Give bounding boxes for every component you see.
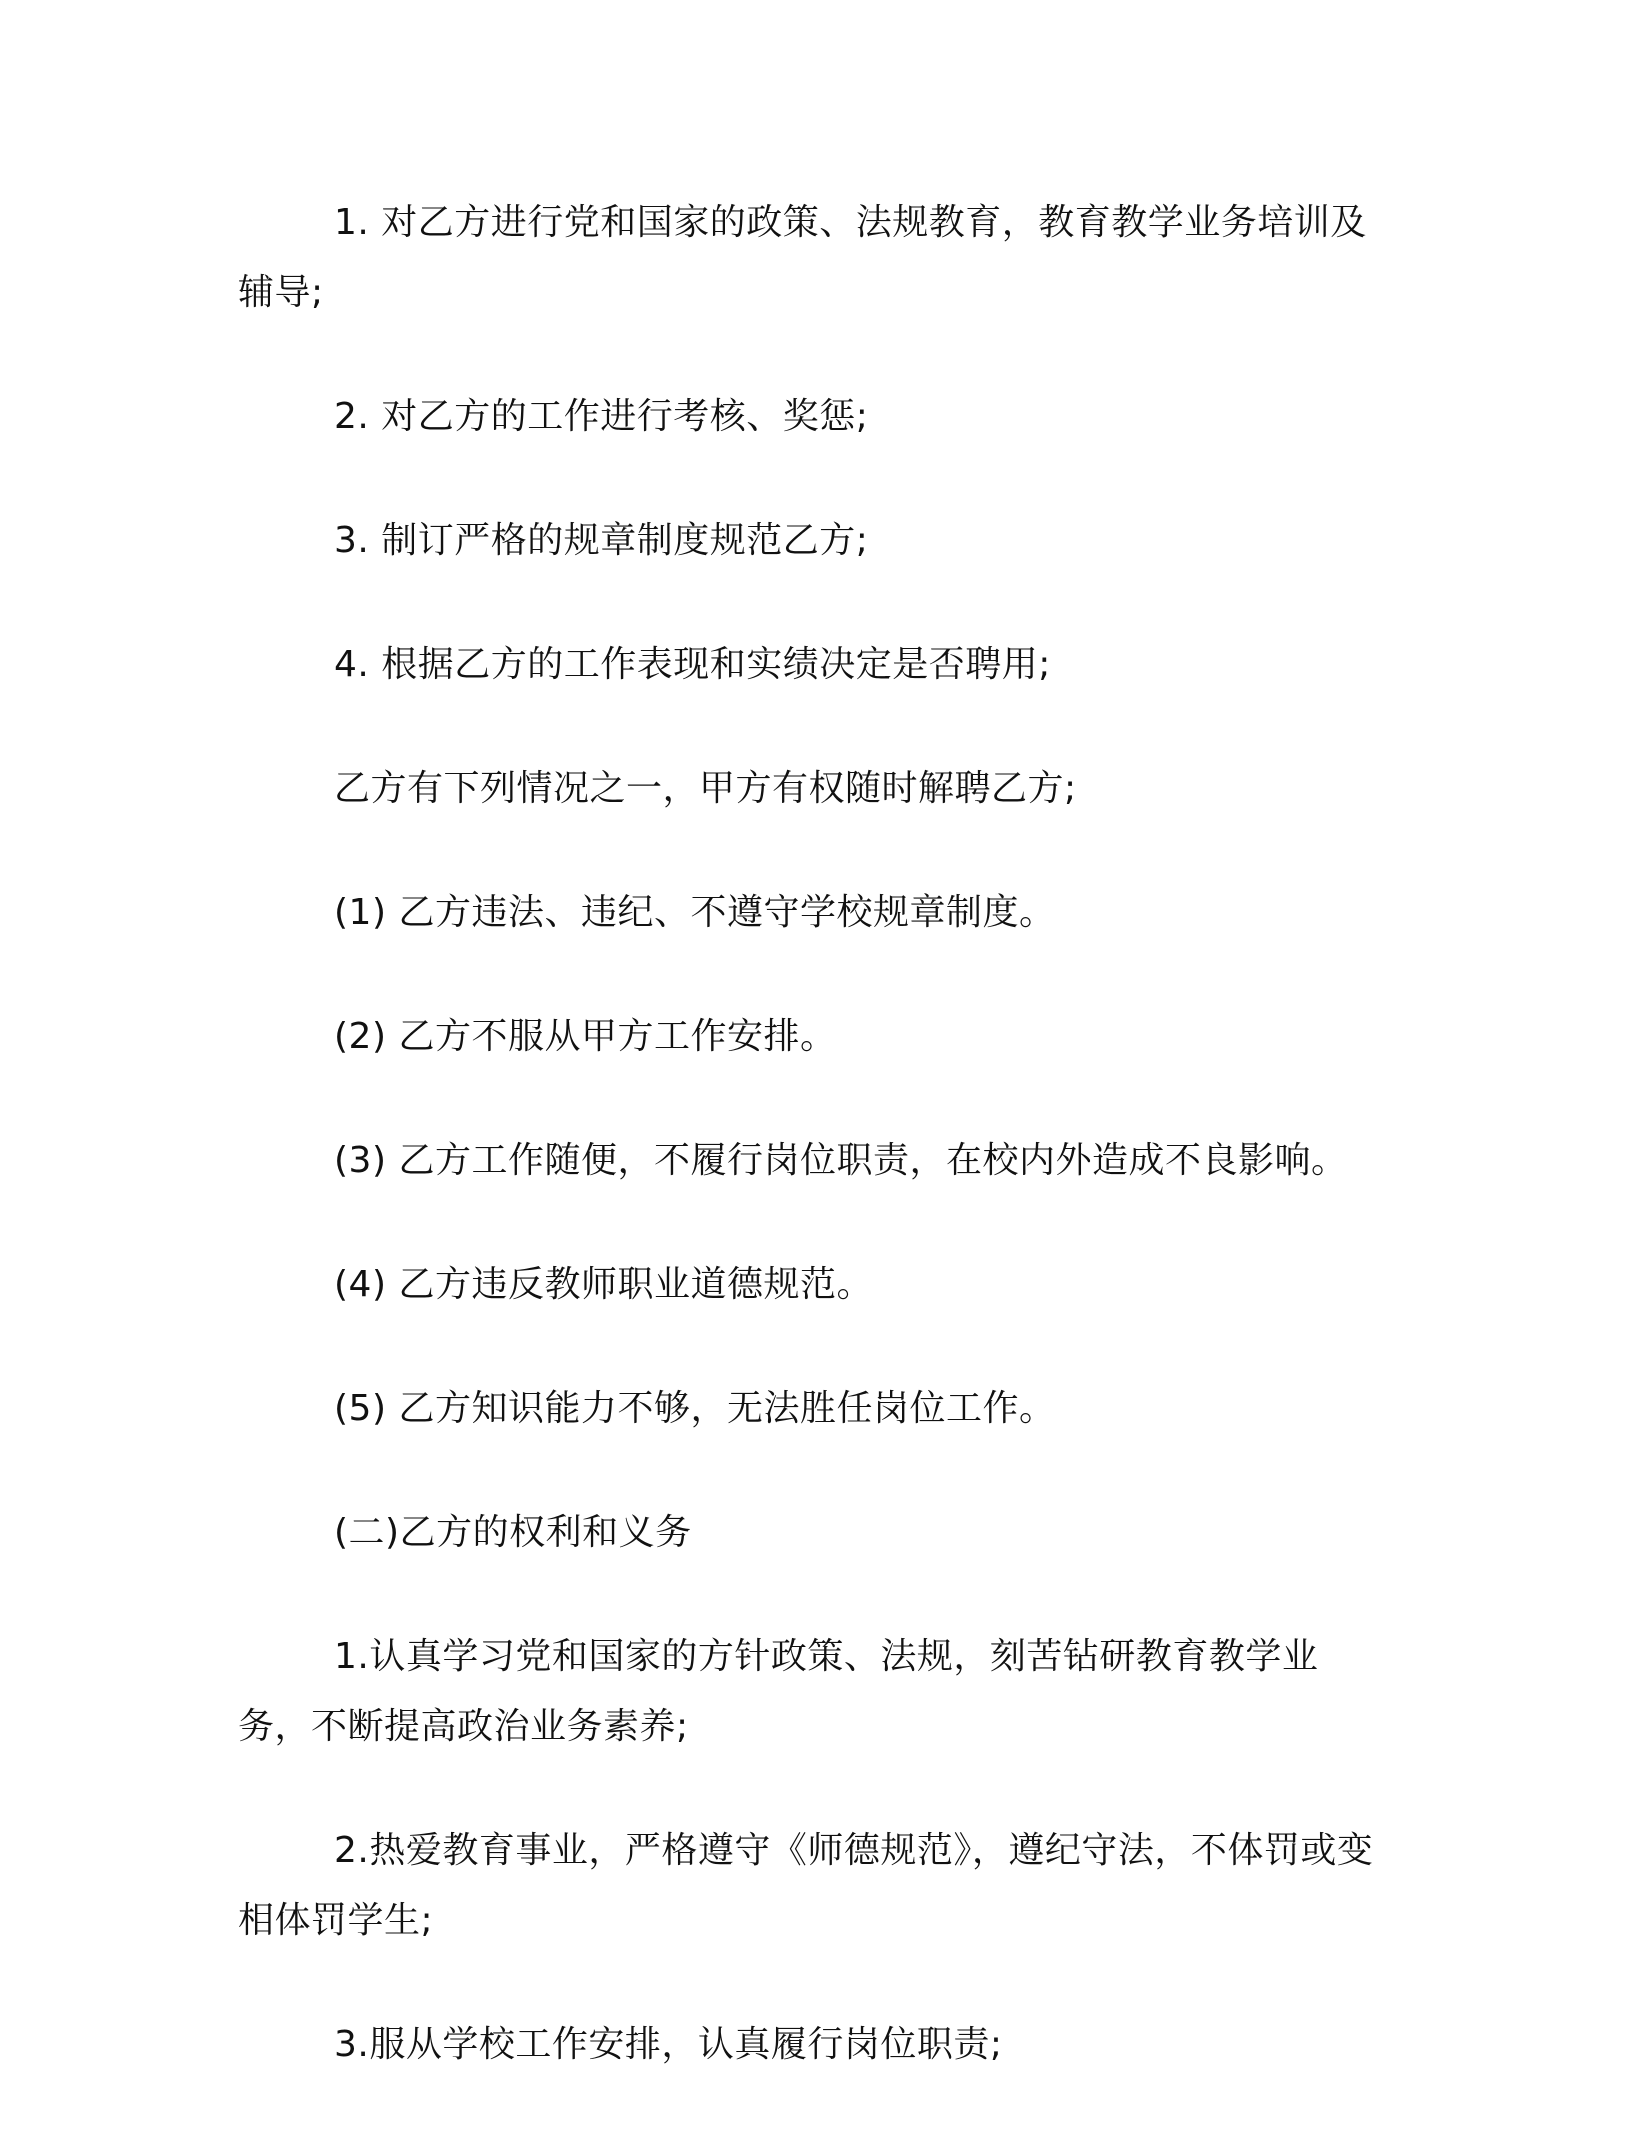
- paragraph-dismissal-1: (1) 乙方违法、违纪、不遵守学校规章制度。: [334, 892, 1056, 933]
- paragraph-dismissal-2: (2) 乙方不服从甲方工作安排。: [334, 1016, 837, 1057]
- section-heading-rights: (二)乙方的权利和义务: [334, 1512, 692, 1553]
- document-body: [238, 188, 1388, 2134]
- paragraph-dismissal-3: (3) 乙方工作随便，不履行岗位职责，在校内外造成不良影响。: [334, 1140, 1348, 1181]
- paragraph-rights-2: 2.热爱教育事业，严格遵守《师德规范》，遵纪守法，不体罚或变相体罚学生;: [238, 1830, 1374, 1941]
- paragraph-dismissal-intro: 乙方有下列情况之一，甲方有权随时解聘乙方;: [334, 768, 1077, 809]
- paragraph-obligation-1: 1. 对乙方进行党和国家的政策、法规教育，教育教学业务培训及辅导;: [238, 202, 1367, 313]
- paragraph-rights-1: 1.认真学习党和国家的方针政策、法规，刻苦钻研教育教学业务，不断提高政治业务素养;: [238, 1636, 1319, 1747]
- paragraph-obligation-4: 4. 根据乙方的工作表现和实绩决定是否聘用;: [334, 644, 1051, 685]
- paragraph-dismissal-5: (5) 乙方知识能力不够，无法胜任岗位工作。: [334, 1388, 1056, 1429]
- paragraph-obligation-3: 3. 制订严格的规章制度规范乙方;: [334, 520, 869, 561]
- paragraph-rights-3: 3.服从学校工作安排，认真履行岗位职责;: [334, 2024, 1003, 2065]
- paragraph-obligation-2: 2. 对乙方的工作进行考核、奖惩;: [334, 396, 869, 437]
- paragraph-dismissal-4: (4) 乙方违反教师职业道德规范。: [334, 1264, 873, 1305]
